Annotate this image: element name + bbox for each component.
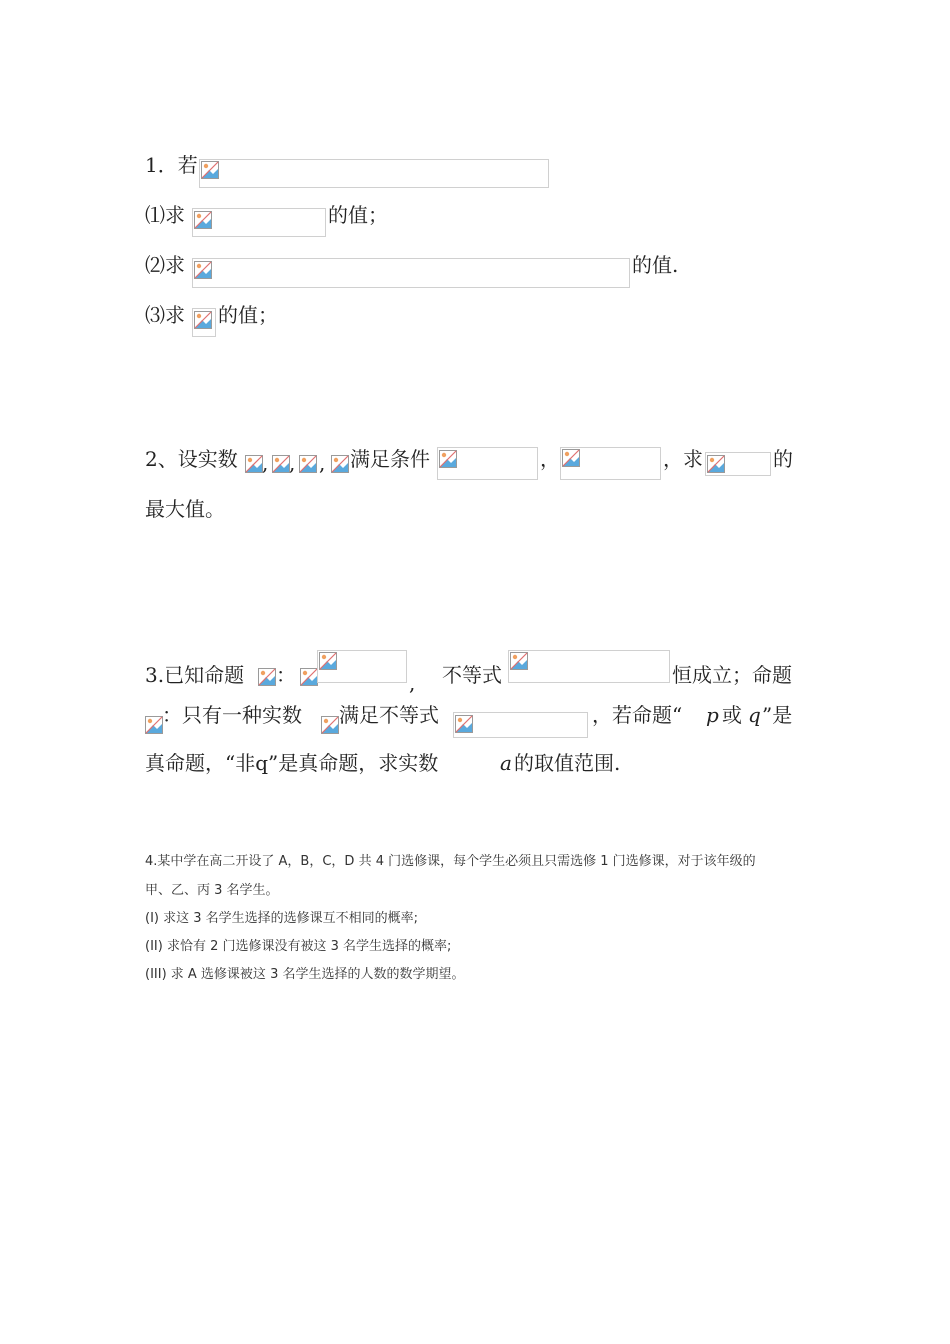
q3-colon: ： bbox=[276, 663, 296, 687]
q3-line2-b: 满足不等式 bbox=[339, 703, 439, 727]
broken-image-icon bbox=[455, 715, 473, 733]
broken-image-icon bbox=[707, 455, 725, 473]
q2-end: 的 bbox=[773, 447, 793, 471]
broken-image-icon bbox=[194, 211, 212, 229]
q2-sep1: ， bbox=[540, 447, 560, 471]
q2-mid: 满足条件 bbox=[350, 447, 430, 471]
q1-part1-suffix: 的值； bbox=[328, 203, 388, 227]
broken-image-icon bbox=[439, 450, 457, 468]
q2-prefix: 2、设实数 bbox=[145, 447, 238, 471]
broken-image-icon bbox=[194, 261, 212, 279]
q1-part1-prefix: ⑴求 bbox=[145, 203, 185, 227]
q2-comma-2: , bbox=[289, 451, 296, 475]
q1-formula-image bbox=[199, 159, 549, 188]
q3-inequality-2 bbox=[453, 712, 588, 738]
q3-p: p bbox=[706, 703, 719, 727]
broken-image-icon bbox=[145, 716, 163, 734]
q3-line2-a: ：只有一种实数 bbox=[162, 703, 302, 727]
broken-image-icon bbox=[245, 455, 263, 473]
q3-comma: , bbox=[409, 671, 416, 695]
q4-part2: (II) 求恰有 2 门选修课没有被这 3 名学生选择的概率; bbox=[145, 939, 452, 954]
q2-line2: 最大值。 bbox=[145, 497, 225, 521]
q3-line3-b: 的取值范围. bbox=[514, 751, 621, 775]
broken-image-icon bbox=[272, 455, 290, 473]
q1-part2-formula bbox=[192, 258, 630, 288]
q3-q: q bbox=[748, 703, 761, 727]
q3-inequality-1 bbox=[508, 650, 670, 683]
broken-image-icon bbox=[258, 668, 276, 686]
q3-line3-a: 真命题，“非q”是真命题，求实数 bbox=[145, 751, 439, 775]
broken-image-icon bbox=[562, 449, 580, 467]
q4-part1: (I) 求这 3 名学生选择的选修课互不相同的概率; bbox=[145, 911, 419, 926]
q1-part2-suffix: 的值. bbox=[632, 253, 679, 277]
broken-image-icon bbox=[194, 311, 212, 329]
q2-comma-3: , bbox=[319, 451, 326, 475]
q3-line2-c: ，若命题“ bbox=[592, 703, 683, 727]
q4-line2: 甲、乙、丙 3 名学生。 bbox=[145, 883, 279, 898]
q1-part3-suffix: 的值； bbox=[218, 303, 278, 327]
broken-image-icon bbox=[319, 652, 337, 670]
q3-or: 或 bbox=[722, 703, 742, 727]
broken-image-icon bbox=[331, 455, 349, 473]
broken-image-icon bbox=[300, 668, 318, 686]
q4-part3: (III) 求 A 选修课被这 3 名学生选择的人数的数学期望。 bbox=[145, 967, 465, 982]
q4-line1: 4.某中学在高二开设了 A，B，C，D 共 4 门选修课，每个学生必须且只需选修 1 门选修课，对于该年级的 bbox=[145, 854, 756, 869]
q1-part1-formula bbox=[192, 208, 326, 237]
q3-ineq-label: 不等式 bbox=[442, 663, 502, 687]
q1-part3-prefix: ⑶求 bbox=[145, 303, 185, 327]
broken-image-icon bbox=[201, 161, 219, 179]
q2-comma-1: , bbox=[262, 451, 269, 475]
q1-line1: 1．若 bbox=[145, 153, 198, 177]
q3-always: 恒成立；命题 bbox=[672, 663, 792, 687]
q1-part2-prefix: ⑵求 bbox=[145, 253, 185, 277]
q3-a: a bbox=[500, 751, 512, 775]
broken-image-icon bbox=[510, 652, 528, 670]
broken-image-icon bbox=[321, 716, 339, 734]
q2-sep2: ，求 bbox=[663, 447, 703, 471]
broken-image-icon bbox=[299, 455, 317, 473]
q3-prefix: 3.已知命题 bbox=[145, 663, 245, 687]
q3-line2-d: ”是 bbox=[762, 703, 793, 727]
